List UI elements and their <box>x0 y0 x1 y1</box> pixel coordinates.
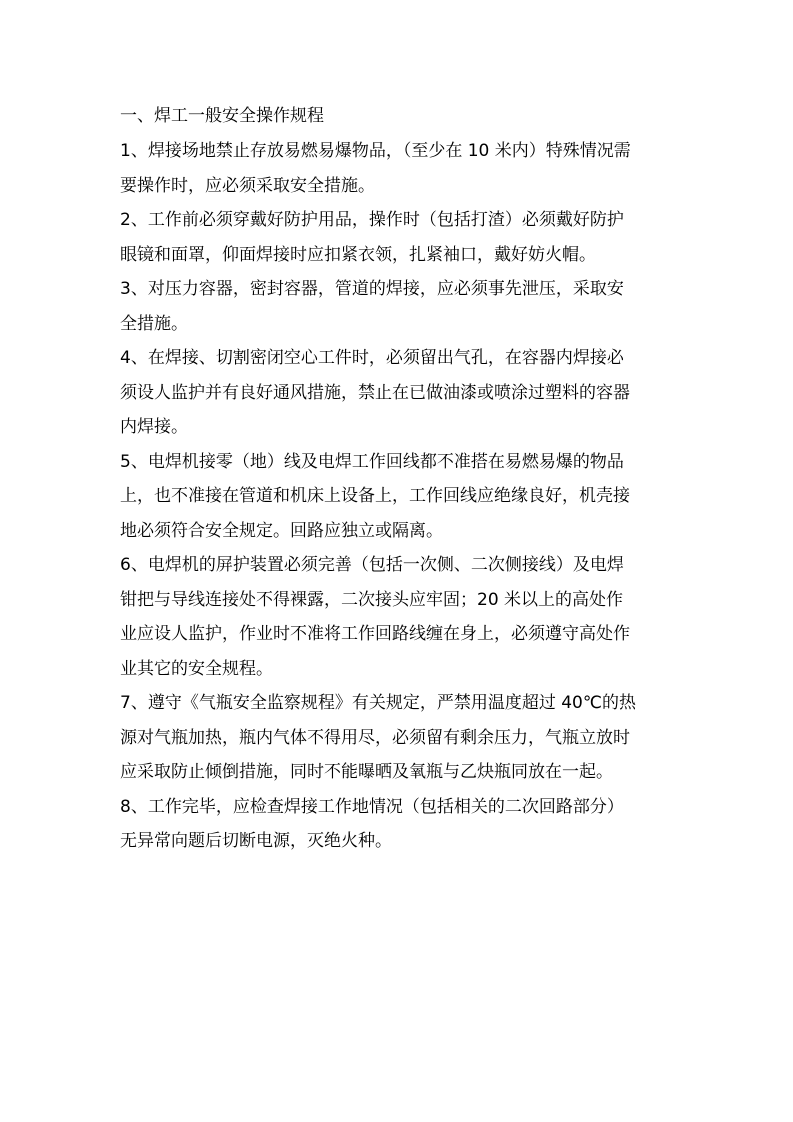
rule-line: 3、对压力容器，密封容器，管道的焊接，应必须事先泄压，采取安 <box>120 279 624 299</box>
document-title: 一、焊工一般安全操作规程 <box>120 106 324 126</box>
rule-line: 2、工作前必须穿戴好防护用品，操作时（包括打渣）必须戴好防护 <box>120 210 624 230</box>
rule-line: 6、电焊机的屏护装置必须完善（包括一次侧、二次侧接线）及电焊 <box>120 555 624 575</box>
rule-line: 4、在焊接、切割密闭空心工件时，必须留出气孔，在容器内焊接必 <box>120 348 624 368</box>
rule-item-4 <box>120 341 676 445</box>
rule-line: 源对气瓶加热，瓶内气体不得用尽，必须留有剩余压力，气瓶立放时 <box>120 727 630 748</box>
rule-item-2 <box>120 203 676 272</box>
rule-line: 5、电焊机接零（地）线及电焊工作回线都不准搭在易燃易爆的物品 <box>120 451 624 472</box>
rule-line: 业应设人监护，作业时不准将工作回路线缠在身上，必须遵守高处作 <box>120 624 630 644</box>
rule-line: 7、遵守《气瓶安全监察规程》有关规定，严禁用温度超过 40℃的热 <box>120 693 636 713</box>
document-body <box>120 98 676 859</box>
rule-line: 1、焊接场地禁止存放易燃易爆物品，（至少在 10 米内）特殊情况需 <box>120 141 631 161</box>
rule-line: 眼镜和面罩，仰面焊接时应扣紧衣领，扎紧袖口，戴好妨火帽。 <box>120 244 596 265</box>
rule-item-5 <box>120 445 676 549</box>
rule-line: 8、工作完毕，应检查焊接工作地情况（包括相关的二次回路部分） <box>120 796 624 817</box>
rule-line: 地必须符合安全规定。回路应独立或隔离。 <box>120 520 443 541</box>
rule-line: 钳把与导线连接处不得裸露，二次接头应牢固；20 米以上的高处作 <box>120 589 624 610</box>
rule-line: 全措施。 <box>120 313 188 334</box>
rule-item-8 <box>120 790 676 859</box>
rule-line: 内焊接。 <box>120 417 188 437</box>
rule-line: 要操作时，应必须采取安全措施。 <box>120 175 375 196</box>
rule-line: 无异常向题后切断电源，灭绝火种。 <box>120 831 392 851</box>
rule-item-3 <box>120 272 676 341</box>
rule-item-7 <box>120 686 676 790</box>
rule-line: 须设人监护并有良好通风措施，禁止在已做油漆或喷涂过塑料的容器 <box>120 382 630 403</box>
rule-line: 应采取防止倾倒措施，同时不能曝晒及氧瓶与乙炔瓶同放在一起。 <box>120 762 613 782</box>
rule-item-1 <box>120 134 676 203</box>
rule-line: 上，也不准接在管道和机床上设备上，工作回线应绝缘良好，机壳接 <box>120 486 630 506</box>
rule-item-6 <box>120 548 676 686</box>
rule-line: 业其它的安全规程。 <box>120 658 273 679</box>
